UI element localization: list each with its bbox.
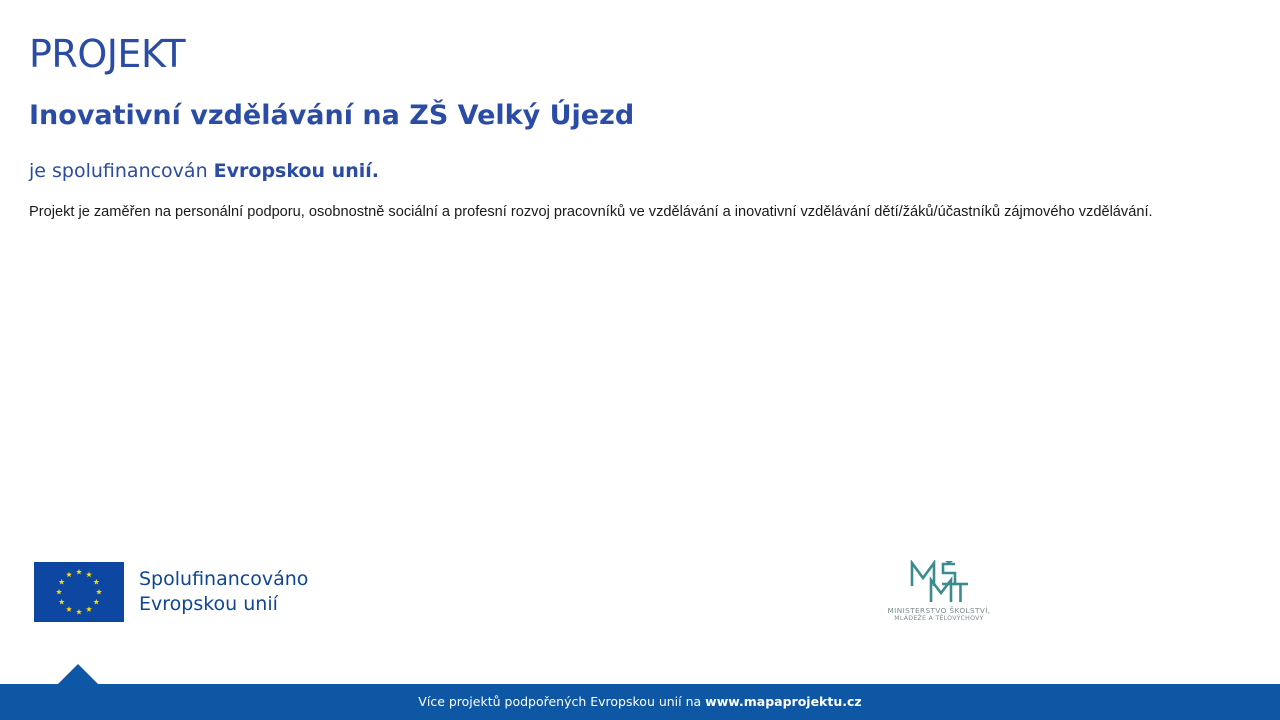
cofinance-statement <box>29 158 379 184</box>
eu-cofinance-logo <box>34 562 308 622</box>
project-description: Projekt je zaměřen na personální podporu, osobnostně sociální a profesní rozvoj pracovníků ve vzdělávání a inovativní vzdělávání dětí/žáků/účastníků zájmového vzdělávání. <box>29 204 1153 220</box>
footer-bar <box>0 684 1280 720</box>
project-title: Inovativní vzdělávání na ZŠ Velký Újezd <box>29 100 635 131</box>
footer-notch <box>57 664 99 685</box>
msmt-logo <box>866 560 1012 623</box>
eu-flag-icon <box>34 562 124 622</box>
page-kicker: PROJEKT <box>29 32 186 76</box>
eu-logo-line-1: Spolufinancováno <box>139 568 309 590</box>
eu-logo-line-2: Evropskou unií <box>139 593 278 615</box>
cofinance-emphasis: Evropskou unií. <box>213 160 379 182</box>
eu-logo-text <box>139 567 308 617</box>
msmt-logo-line-1: MINISTERSTVO ŠKOLSTVÍ, <box>887 606 991 615</box>
msmt-mark-icon <box>907 560 971 604</box>
footer-link[interactable]: www.mapaprojektu.cz <box>705 694 862 709</box>
msmt-logo-line-2: MLÁDEŽE A TĚLOVÝCHOVY <box>894 615 984 622</box>
footer-text: Více projektů podpořených Evropskou unií na <box>418 694 706 709</box>
cofinance-prefix: je spolufinancován <box>29 160 214 182</box>
